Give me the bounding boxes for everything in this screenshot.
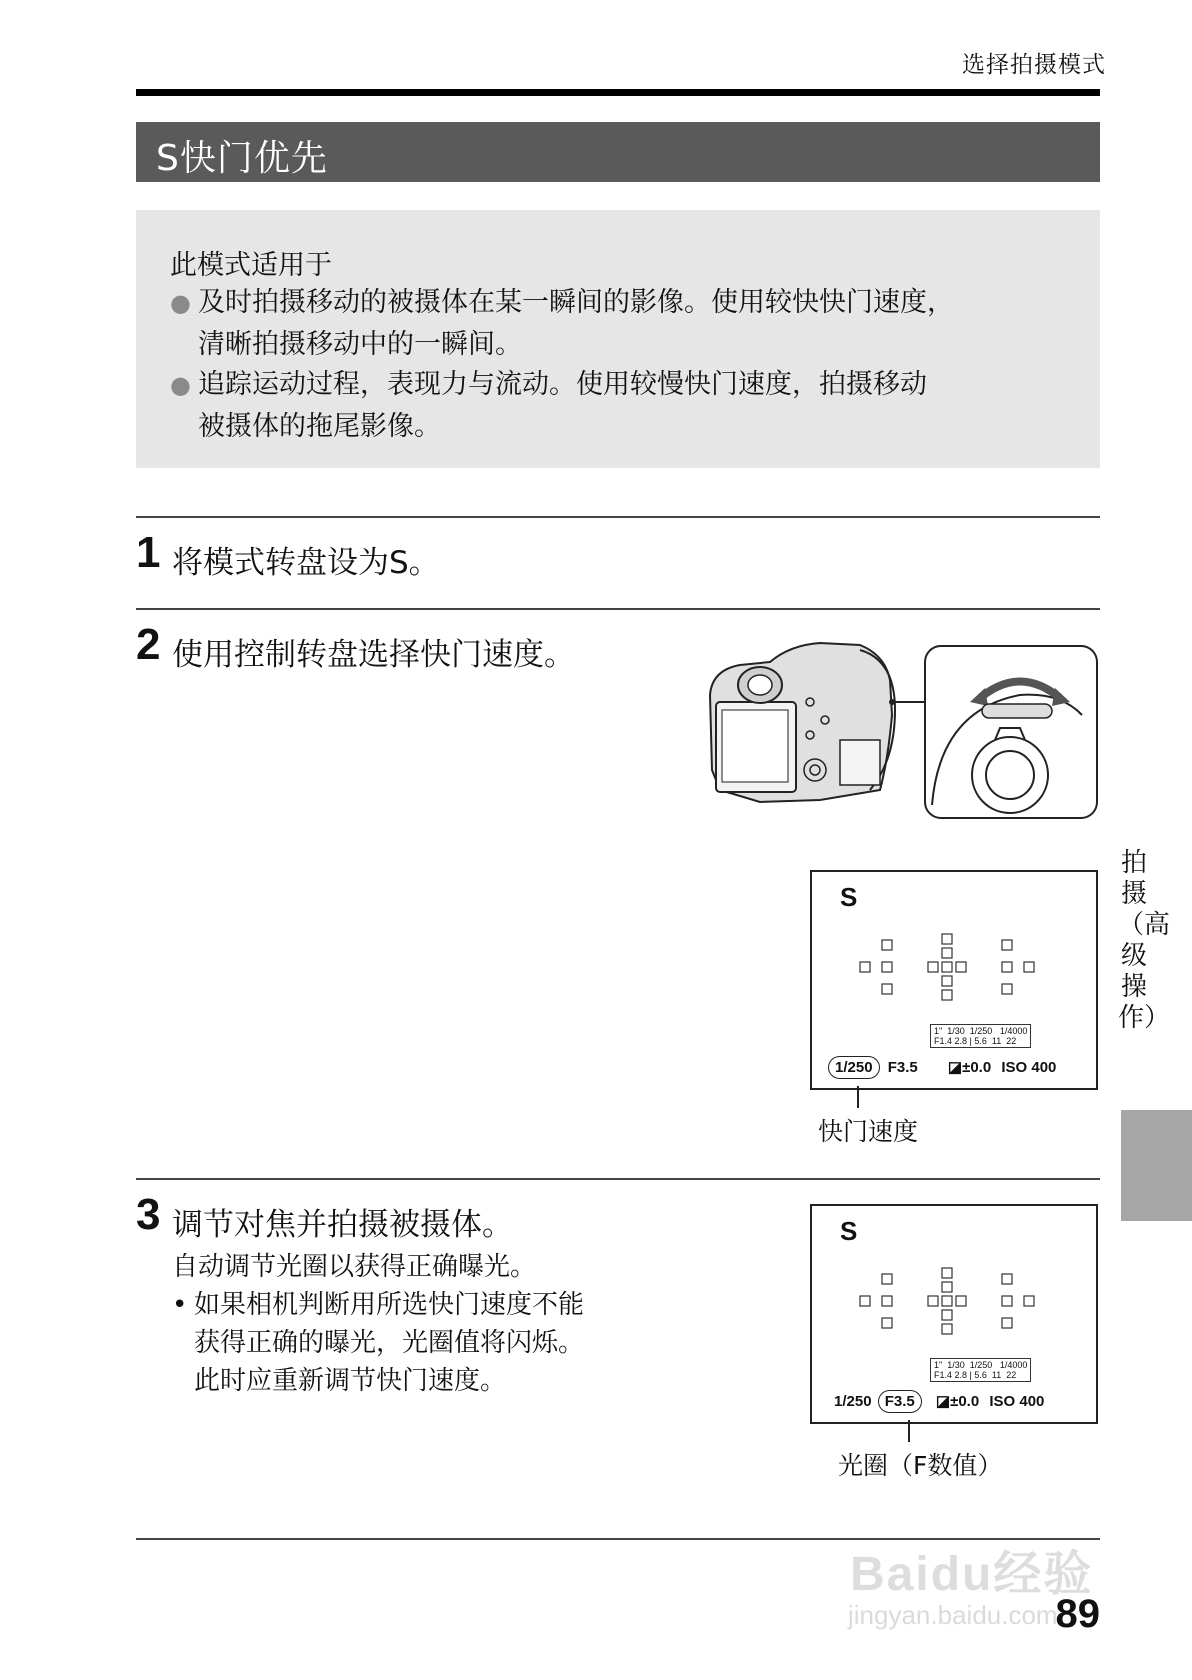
- intro-lead: 此模式适用于: [170, 250, 332, 281]
- watermark-url: jingyan.baidu.com: [848, 1600, 1058, 1630]
- aperture-label: 光圈（F数值）: [838, 1451, 1003, 1480]
- bullet-dot-icon: ●: [170, 371, 191, 399]
- camera-illustration: [700, 640, 1100, 825]
- side-tab-marker: [1121, 1110, 1192, 1221]
- callout-line: [907, 1420, 911, 1442]
- intro-bullet-line2: 清晰拍摄移动中的一瞬间。: [198, 329, 522, 360]
- lcd-screen-shutter: [810, 870, 1098, 1090]
- mode-indicator: S: [840, 882, 858, 912]
- exposure-comp-icon: ◪: [947, 1059, 963, 1076]
- step-title: 将模式转盘设为S。: [172, 545, 440, 581]
- af-points-grid: [852, 932, 1052, 1012]
- iso-value: ISO 400: [1001, 1059, 1057, 1076]
- section-title: S快门优先: [156, 138, 328, 179]
- step-number: 1: [136, 528, 161, 577]
- intro-bullet: [170, 282, 1090, 365]
- iso-value: ISO 400: [989, 1393, 1045, 1410]
- shutter-speed-label: 快门速度: [818, 1117, 919, 1146]
- shutter-speed-value: 1/250: [834, 1393, 872, 1410]
- mode-indicator: S: [840, 1216, 858, 1246]
- page-number: 89: [1055, 1592, 1100, 1636]
- bullet-dot-icon: ●: [170, 289, 191, 317]
- exposure-value: ±0.0: [962, 1059, 992, 1076]
- divider: [136, 516, 1100, 518]
- exposure-comp-icon: ◪: [935, 1393, 951, 1410]
- intro-bullet: [170, 364, 1090, 447]
- step-title: 调节对焦并拍摄被摄体。: [172, 1207, 513, 1243]
- intro-bullet-line1: 及时拍摄移动的被摄体在某一瞬间的影像。使用较快快门速度，: [198, 287, 954, 318]
- exposure-value: ±0.0: [950, 1393, 980, 1410]
- step-title: 使用控制转盘选择快门速度。: [172, 637, 575, 673]
- exposure-scale: 1" 1/30 1/250 1/4000 F1.4 2.8 | 5.6 11 22: [930, 1358, 1031, 1382]
- callout-line: [856, 1086, 860, 1108]
- step-number: 2: [136, 620, 161, 669]
- intro-bullet-line2: 被摄体的拖尾影像。: [198, 411, 441, 442]
- side-tab-label: 拍摄（高级操作）: [1118, 848, 1171, 1033]
- note-line: 获得正确的曝光，光圈值将闪烁。: [194, 1328, 585, 1358]
- exposure-scale: 1" 1/30 1/250 1/4000 F1.4 2.8 | 5.6 11 22: [930, 1024, 1031, 1048]
- divider: [136, 1178, 1100, 1180]
- running-head: 选择拍摄模式: [962, 52, 1106, 78]
- top-rule: [136, 89, 1100, 96]
- note-bullet-icon: •: [172, 1290, 188, 1320]
- aperture-value: F3.5: [887, 1059, 918, 1076]
- shutter-speed-highlight: 1/250: [828, 1056, 880, 1079]
- watermark-logo: Baidu经验: [850, 1548, 1094, 1601]
- divider: [136, 608, 1100, 610]
- step-number: 3: [136, 1190, 161, 1239]
- af-points-grid: [852, 1266, 1052, 1346]
- lcd-bottom-readout: [828, 1058, 1056, 1076]
- lcd-bottom-readout: [834, 1392, 1044, 1410]
- intro-bullet-line1: 追踪运动过程，表现力与流动。使用较慢快门速度，拍摄移动: [198, 369, 927, 400]
- note-line: 此时应重新调节快门速度。: [194, 1366, 507, 1396]
- step-text: 自动调节光圈以获得正确曝光。: [172, 1252, 537, 1282]
- aperture-highlight: F3.5: [878, 1390, 922, 1413]
- lcd-screen-aperture: [810, 1204, 1098, 1424]
- note-line: 如果相机判断用所选快门速度不能: [194, 1290, 585, 1320]
